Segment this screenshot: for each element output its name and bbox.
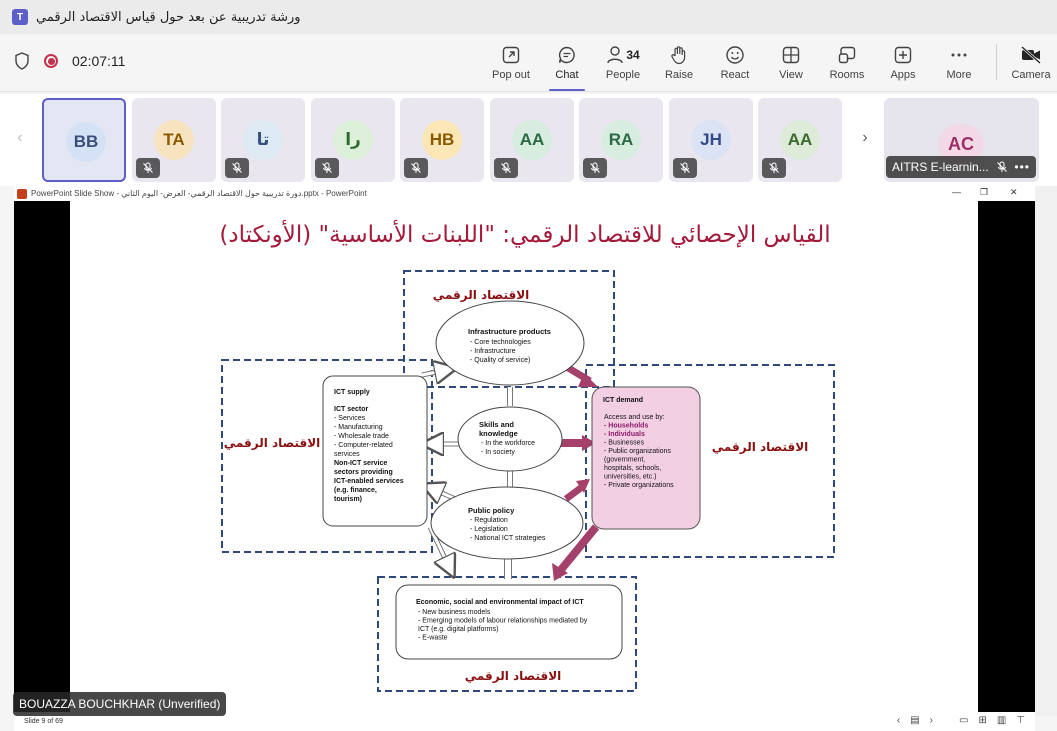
demand-line: - Public organizations [604,448,671,455]
participant-strip [0,94,1057,186]
people-button[interactable] [595,44,651,88]
mic-off-icon [225,158,249,178]
reading-view-icon[interactable]: ▥ [996,715,1007,726]
raise-label: Raise [664,69,694,81]
region-label-left: الاقتصاد الرقمي [223,436,321,450]
participant-tile[interactable] [490,98,574,182]
policy-item: - Legislation [470,526,508,533]
people-count: 34 [626,48,640,62]
participant-tile[interactable] [311,98,395,182]
slide-title: القياس الإحصائي للاقتصاد الرقمي: "اللبنات الأساسية" (الأونكتاد) [219,222,831,248]
supply-line: tourism) [334,496,362,503]
supply-line: ICT sector [334,406,369,413]
people-icon [606,45,624,65]
apps-label: Apps [890,69,916,81]
camera-button[interactable] [1003,44,1057,88]
strip-next-button[interactable]: › [862,129,868,146]
camera-off-icon [1020,45,1042,65]
supply-line: - Services [334,415,366,422]
supply-line: - Computer-related [334,442,393,449]
pop-out-button[interactable] [483,44,539,88]
mic-off-icon [583,158,607,178]
avatar: تا [243,120,283,160]
shield-icon[interactable] [14,52,30,70]
avatar: RA [601,120,641,160]
spotlight-name: AITRS E-learnin... [892,160,989,174]
apps-button[interactable] [875,44,931,88]
window-title-bar [0,0,1057,34]
rooms-button[interactable] [819,44,875,88]
demand-title: ICT demand [603,397,644,404]
participant-tile[interactable] [42,98,126,182]
region-label-right: الاقتصاد الرقمي [711,440,809,454]
apps-icon [893,45,913,65]
react-icon [725,45,745,65]
avatar: را [333,120,373,160]
infra-item: - Quality of service) [470,357,531,364]
normal-view-icon[interactable]: ▭ [958,715,969,726]
close-icon[interactable]: ✕ [1010,187,1018,197]
chat-icon [557,45,577,65]
meeting-timer: 02:07:11 [72,53,126,69]
spotlight-name-bar [886,156,1036,178]
demand-line: - Private organizations [604,482,674,489]
infra-item: - Core technologies [470,339,531,346]
chat-button[interactable] [539,44,595,88]
more-options-icon[interactable]: ••• [1014,160,1030,174]
policy-item: - Regulation [470,517,508,524]
skills-title: Skills and [479,420,515,429]
region-label-bottom: الاقتصاد الرقمي [464,669,562,683]
demand-line: (government, [604,456,646,464]
powerpoint-icon [17,189,27,199]
skills-item: - In the workforce [481,440,536,447]
supply-line: ICT-enabled services [334,478,404,485]
shared-screen [14,186,1035,731]
supply-line: sectors providing [334,469,393,476]
impact-line: ICT (e.g. digital platforms) [418,626,499,633]
rooms-label: Rooms [829,69,865,81]
avatar: AC [938,124,984,164]
skills-title-2: knowledge [479,429,518,438]
restore-icon[interactable]: ❐ [980,187,989,197]
more-icon [949,45,969,65]
recording-icon [44,54,58,68]
pop-out-label: Pop out [492,69,530,81]
participant-tile[interactable] [221,98,305,182]
react-button[interactable] [707,44,763,88]
raise-hand-button[interactable] [651,44,707,88]
mic-off-icon [404,158,428,178]
react-label: React [720,69,750,81]
more-button[interactable] [931,44,987,88]
participant-tile[interactable] [669,98,753,182]
window-title: ورشة تدريبية عن بعد حول قياس الاقتصاد الرقمي [36,9,301,25]
toolbar-divider [996,44,997,80]
meeting-toolbar [0,34,1057,92]
infra-item: - Infrastructure [470,348,516,355]
participant-tile[interactable] [132,98,216,182]
mic-off-icon [494,158,518,178]
slide-diagram [70,201,978,712]
participant-tile[interactable] [758,98,842,182]
slide-counter: Slide 9 of 69 [24,718,63,725]
people-label: People [605,69,641,81]
powerpoint-window-title: PowerPoint Slide Show - دورة تدريبية حول الاقتصاد الرقمي- العرض- اليوم الثاني.pptx - PowerPoint [31,189,367,198]
infra-title: Infrastructure products [468,327,551,336]
minimize-icon[interactable]: — [952,187,961,197]
next-slide-icon[interactable]: › [929,715,933,726]
supply-line: (e.g. finance, [334,487,377,494]
more-label: More [946,69,972,81]
strip-prev-button[interactable]: ‹ [17,129,23,146]
raise-hand-icon [669,45,689,65]
skills-item: - In society [481,449,515,456]
participant-tile[interactable] [579,98,663,182]
pop-out-icon [501,45,521,65]
demand-line: universities, etc.) [604,473,657,481]
region-label-top: الاقتصاد الرقمي [432,288,530,302]
impact-line: - E-waste [418,634,448,642]
avatar: TA [154,120,194,160]
avatar: JH [691,120,731,160]
slideshow-icon[interactable]: ⊤ [1016,715,1025,726]
supply-title: ICT supply [334,389,370,396]
mic-off-icon [762,158,786,178]
demand-line: - Businesses [604,439,645,447]
supply-line: - Wholesale trade [334,433,389,440]
spotlight-tile[interactable] [884,98,1039,182]
presenter-name-tag: BOUAZZA BOUCHKHAR (Unverified) [13,692,226,716]
mic-off-icon [315,158,339,178]
impact-title: Economic, social and environmental impact of ICT [416,599,584,606]
mic-off-icon [996,161,1008,173]
mic-off-icon [136,158,160,178]
demand-line: hospitals, schools, [604,465,662,472]
prev-slide-icon[interactable]: ‹ [896,715,901,726]
view-label: View [779,69,803,81]
right-scrollbar[interactable] [1035,186,1057,716]
avatar: AA [512,120,552,160]
view-button[interactable] [763,44,819,88]
demand-line: - Individuals [604,431,645,438]
rooms-icon [837,45,857,65]
policy-item: - National ICT strategies [470,535,546,542]
supply-line: services [334,451,360,458]
presentation-slide [70,201,978,712]
supply-line: - Manufacturing [334,424,383,431]
policy-title: Public policy [468,506,515,515]
teams-logo-icon: T [12,9,28,25]
slide-sorter-icon[interactable]: ▤ [910,715,920,726]
participant-tile[interactable] [400,98,484,182]
camera-label: Camera [1011,69,1051,81]
demand-line: Access and use by: [604,414,665,421]
supply-line: Non-ICT service [334,460,388,467]
grid-view-icon[interactable]: ⊞ [978,715,987,726]
chat-label: Chat [555,69,579,81]
mic-off-icon [673,158,697,178]
avatar: HB [422,120,462,160]
view-icon [781,45,801,65]
avatar: AA [780,120,820,160]
impact-line: - New business models [418,609,491,616]
powerpoint-title-bar [14,186,1035,201]
impact-line: - Emerging models of labour relationships mediated by [418,617,588,625]
demand-line: - Households [604,422,649,430]
avatar: BB [66,122,106,162]
